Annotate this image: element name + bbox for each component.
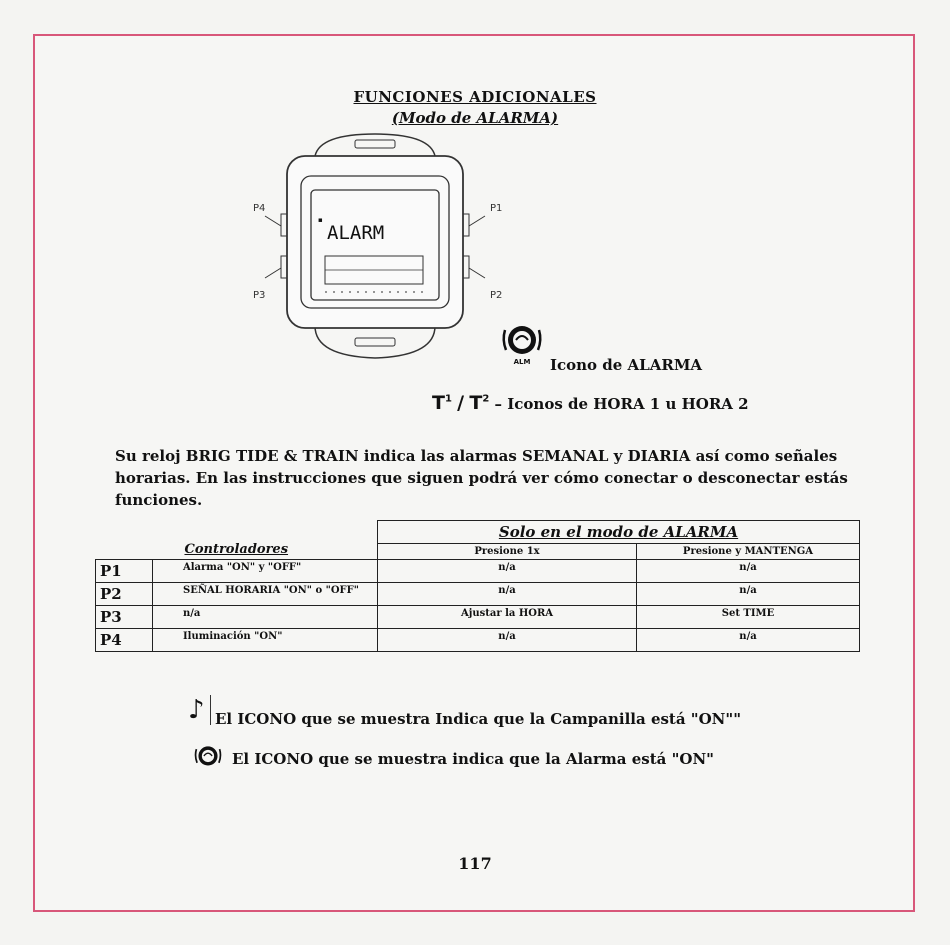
svg-text:▪: ▪	[318, 216, 323, 224]
table-row: P1 Alarma "ON" y "OFF" n/a n/a	[96, 560, 860, 583]
button-label-p4: P4	[253, 203, 266, 214]
time1-icon: $T^1$	[432, 392, 452, 414]
time-icon-legend: $T^1 / T^2$ – Iconos de HORA 1 u HORA 2	[432, 392, 749, 414]
table-row: P4 Iluminación "ON" n/a n/a	[96, 629, 860, 652]
time-icon-label: – Iconos de HORA 1 u HORA 2	[494, 395, 749, 413]
page-number: 117	[458, 854, 492, 873]
alarm-note: El ICONO que se muestra indica que la Alarma está "ON"	[232, 750, 714, 768]
divider	[210, 695, 211, 725]
header-controls: Controladores	[96, 521, 378, 560]
page-subtitle: (Modo de ALARMA)	[391, 109, 559, 127]
header-press: Presione 1x	[378, 544, 637, 560]
table-row: P3 n/a Ajustar la HORA Set TIME	[96, 606, 860, 629]
page-title: FUNCIONES ADICIONALES	[353, 88, 597, 106]
chime-note: El ICONO que se muestra Indica que la Campanilla está "ON""	[215, 710, 742, 728]
controls-table	[95, 520, 860, 652]
button-label-p1: P1	[490, 203, 503, 214]
lcd-alarm-text: ALARM	[327, 222, 385, 244]
header-mode: Solo en el modo de ALARMA	[378, 521, 860, 544]
alarm-bell-small-icon	[193, 742, 223, 774]
table-row: P2 SEÑAL HORARIA "ON" o "OFF" n/a n/a	[96, 583, 860, 606]
alarm-bell-icon	[500, 320, 544, 366]
button-label-p2: P2	[490, 290, 503, 301]
alarm-icon-label: Icono de ALARMA	[550, 356, 703, 374]
header-hold: Presione y MANTENGA	[637, 544, 860, 560]
music-note-icon: ♪	[188, 695, 205, 725]
svg-text:ALM: ALM	[513, 358, 531, 366]
button-label-p3: P3	[253, 290, 266, 301]
watch-illustration	[245, 126, 505, 371]
time2-icon: $T^2$	[469, 392, 490, 414]
intro-paragraph: Su reloj BRIG TIDE & TRAIN indica las alarmas SEMANAL y DIARIA así como señales horarias. En las instrucciones que siguen podrá ver cómo conectar o desconectar estás funciones.	[115, 447, 848, 509]
